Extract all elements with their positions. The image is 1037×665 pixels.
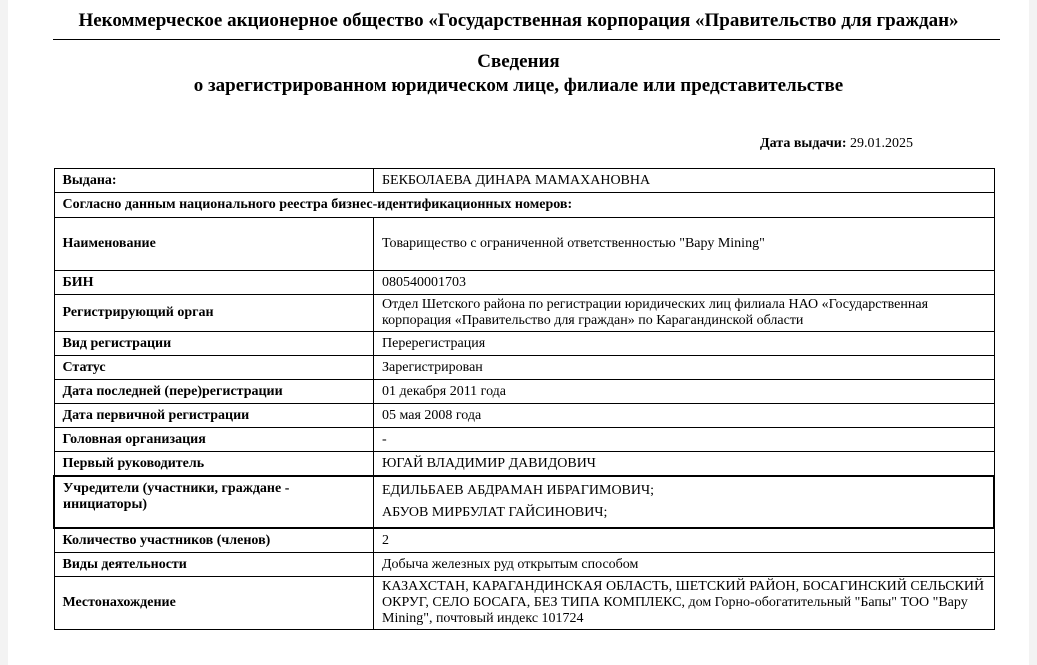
founders-label: Учредители (участники, граждане - инициаторы) bbox=[54, 476, 374, 528]
table-row bbox=[54, 193, 994, 218]
registration-details-table bbox=[53, 168, 995, 630]
table-row bbox=[54, 528, 994, 553]
document-title-line2: о зарегистрированном юридическом лице, филиале или представительстве bbox=[193, 75, 844, 96]
document-title-line1: Сведения bbox=[477, 51, 560, 72]
table-row bbox=[54, 476, 994, 528]
founder-item: ЕДИЛЬБАЕВ АБДРАМАН ИБРАГИМОВИЧ; bbox=[382, 483, 654, 498]
director-value: ЮГАЙ ВЛАДИМИР ДАВИДОВИЧ bbox=[374, 452, 995, 477]
issued-to-label: Выдана: bbox=[54, 169, 374, 193]
table-row bbox=[54, 428, 994, 452]
founder-item: АБУОВ МИРБУЛАТ ГАЙСИНОВИЧ; bbox=[382, 505, 608, 520]
table-row bbox=[54, 332, 994, 356]
registration-type-label: Вид регистрации bbox=[54, 332, 374, 356]
bin-value: 080540001703 bbox=[374, 271, 995, 295]
name-label: Наименование bbox=[54, 218, 374, 271]
members-count-label: Количество участников (членов) bbox=[54, 528, 374, 553]
members-count-value: 2 bbox=[374, 528, 995, 553]
registering-body-label: Регистрирующий орган bbox=[54, 295, 374, 332]
status-label: Статус bbox=[54, 356, 374, 380]
location-label: Местонахождение bbox=[54, 577, 374, 630]
first-registration-label: Дата первичной регистрации bbox=[54, 404, 374, 428]
director-label: Первый руководитель bbox=[54, 452, 374, 477]
table-row bbox=[54, 404, 994, 428]
organization-title: Некоммерческое акционерное общество «Государственная корпорация «Правительство для граждан» bbox=[78, 10, 959, 31]
table-row bbox=[54, 169, 994, 193]
table-row bbox=[54, 218, 994, 271]
activity-label: Виды деятельности bbox=[54, 553, 374, 577]
issue-date-value: 29.01.2025 bbox=[850, 136, 913, 151]
first-registration-value: 05 мая 2008 года bbox=[374, 404, 995, 428]
header-divider bbox=[53, 39, 1000, 40]
head-organization-value: - bbox=[374, 428, 995, 452]
issue-date-label: Дата выдачи: bbox=[760, 136, 847, 151]
location-value: КАЗАХСТАН, КАРАГАНДИНСКАЯ ОБЛАСТЬ, ШЕТСКИЙ РАЙОН, БОСАГИНСКИЙ СЕЛЬСКИЙ ОКРУГ, СЕЛО БОСАГА, БЕЗ ТИПА КОМПЛЕКС, дом Горно-обогатительный "Бапы" ТОО "Вару Mining", почтовый индекс 101724 bbox=[374, 577, 995, 630]
registry-note: Согласно данным национального реестра бизнес-идентификационных номеров: bbox=[54, 193, 994, 218]
table-row bbox=[54, 577, 994, 630]
last-registration-value: 01 декабря 2011 года bbox=[374, 380, 995, 404]
founders-value bbox=[374, 476, 995, 528]
activity-value: Добыча железных руд открытым способом bbox=[374, 553, 995, 577]
name-value: Товарищество с ограниченной ответственностью "Вару Mining" bbox=[374, 218, 995, 271]
table-row bbox=[54, 356, 994, 380]
head-organization-label: Головная организация bbox=[54, 428, 374, 452]
registration-type-value: Перерегистрация bbox=[374, 332, 995, 356]
table-row bbox=[54, 295, 994, 332]
issue-date bbox=[760, 135, 913, 153]
table-row bbox=[54, 271, 994, 295]
document-page bbox=[8, 0, 1029, 665]
table-row bbox=[54, 380, 994, 404]
table-row bbox=[54, 553, 994, 577]
status-value: Зарегистрирован bbox=[374, 356, 995, 380]
table-row bbox=[54, 452, 994, 477]
registering-body-value: Отдел Шетского района по регистрации юридических лиц филиала НАО «Государственная корпорация «Правительство для граждан» по Карагандинской области bbox=[374, 295, 995, 332]
document-title bbox=[8, 50, 1029, 98]
last-registration-label: Дата последней (пере)регистрации bbox=[54, 380, 374, 404]
issued-to-value: БЕКБОЛАЕВА ДИНАРА МАМАХАНОВНА bbox=[374, 169, 995, 193]
bin-label: БИН bbox=[54, 271, 374, 295]
